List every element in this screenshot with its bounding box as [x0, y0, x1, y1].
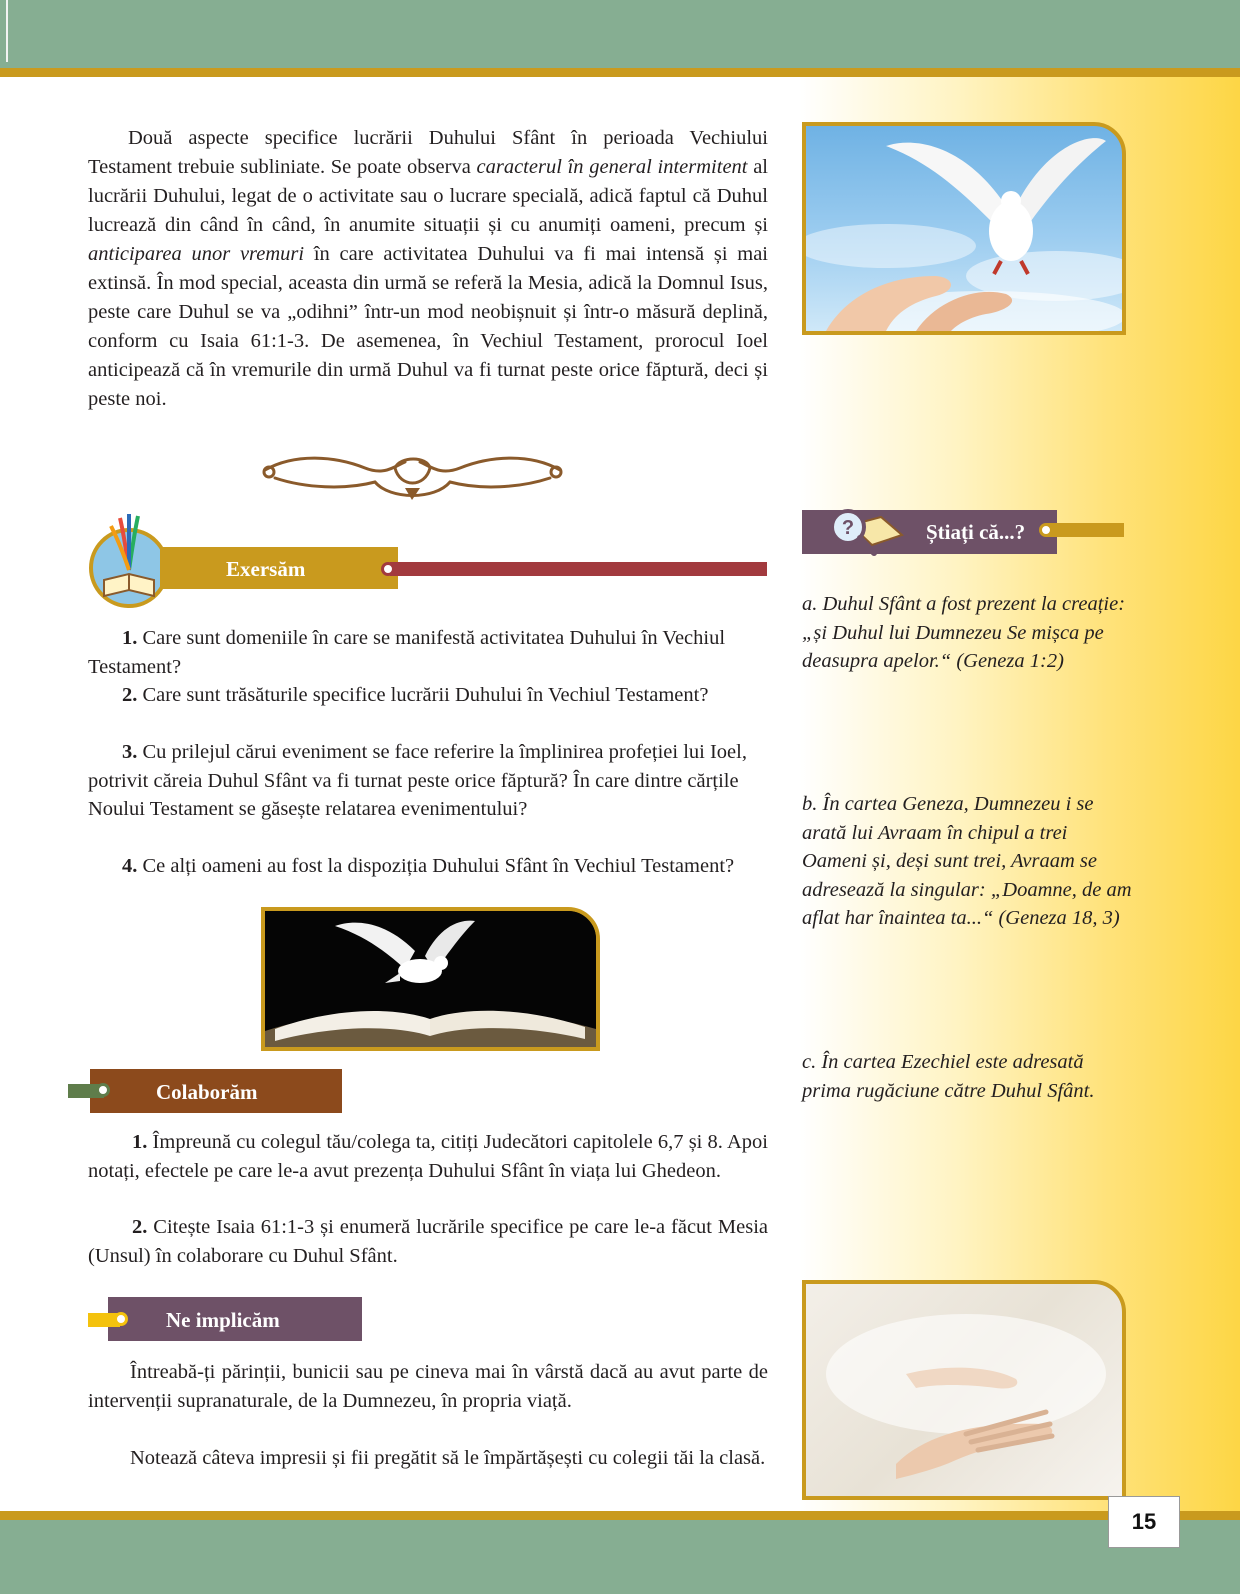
ne-implicam-title: Ne implicăm — [166, 1308, 280, 1332]
stiati-title: Știați că...? — [926, 520, 1026, 544]
top-band — [0, 0, 1240, 68]
intro-text-a: Două aspecte specifice lucrării Duhului Sfânt în perioada Vechiului Testament trebuie subliniate. Se poate observa — [88, 127, 768, 178]
intro-text-c: în care activitatea Duhului va fi mai intensă și mai extinsă. În mod special, aceasta din urmă se referă la Mesia, adică la Domnul Isus, peste care Duhul se va „odihni” într-un mod neobișnuit și într-o măsură deplină, conform cu Isaia 61:1-3. De asemenea, în Vechiul Testament, prorocul Ioel anticipează că în vremurile din urmă Duhul va fi turnat peste orice făptură, deci și peste noi. — [88, 243, 769, 410]
stiati-header-dot — [1039, 523, 1053, 537]
colaboram-item-2 — [88, 1213, 768, 1270]
page-number: 15 — [1108, 1496, 1180, 1548]
stiati-item-b: b. În cartea Geneza, Dumnezeu i se arată lui Avraam în chipul a trei Oameni și, deși sunt trei, Avraam se adresează la singular: „Doamne, de am aflat har înaintea ta...“ (Geneza 18, 3) — [802, 793, 1132, 929]
stiati-header-line — [1046, 523, 1124, 537]
colaboram-header-dot — [96, 1083, 110, 1097]
scroll-ornament-icon — [255, 448, 570, 508]
colaboram-item-2-number: 2. — [132, 1216, 148, 1238]
open-hands-image — [802, 1280, 1126, 1500]
top-band-line — [6, 0, 8, 62]
colaboram-title: Colaborăm — [156, 1080, 258, 1104]
dove-bible-image — [261, 907, 600, 1051]
question-3 — [88, 738, 768, 824]
question-1-number: 1. — [122, 627, 138, 649]
exersam-title: Exersăm — [226, 557, 306, 581]
colaboram-item-1-text: Împreună cu colegul tău/colega ta, citiți Judecători capitolele 6,7 și 8. Apoi notați, efectele pe care le-a avut prezența Duhului Sfânt în viața lui Ghedeon. — [88, 1131, 768, 1182]
intro-emphasis-2: anticiparea unor vremuri — [88, 243, 305, 265]
colaboram-item-2-text: Citește Isaia 61:1-3 și enumeră lucrările specifice pe care le-a făcut Mesia (Unsul) în colaborare cu Duhul Sfânt. — [88, 1216, 768, 1267]
question-3-text: Cu prilejul cărui eveniment se face referire la împlinirea profeției lui Ioel, potrivit căreia Duhul Sfânt va fi turnat peste orice făptură? În care dintre cărțile Noului Testament se găsește relatarea evenimentului? — [88, 741, 747, 820]
bottom-band — [0, 1520, 1240, 1594]
top-gold-stripe — [0, 68, 1240, 77]
question-4 — [88, 852, 768, 881]
question-3-number: 3. — [122, 741, 138, 763]
magnifier-book-icon — [826, 505, 906, 560]
colaboram-item-1 — [88, 1128, 768, 1185]
question-4-text: Ce alți oameni au fost la dispoziția Duhului Sfânt în Vechiul Testament? — [137, 855, 735, 877]
stiati-item-c: c. În cartea Ezechiel este adresată prima rugăciune către Duhul Sfânt. — [802, 1051, 1095, 1102]
intro-paragraph — [88, 124, 768, 414]
ne-implicam-paragraph-1 — [88, 1358, 768, 1415]
stiati-item-a: a. Duhul Sfânt a fost prezent la creație: „și Duhul lui Dumnezeu Se mișca pe deasupra apelor.“ (Geneza 1:2) — [802, 593, 1126, 672]
ne-implicam-header-dot — [114, 1312, 128, 1326]
colaboram-item-1-number: 1. — [132, 1131, 148, 1153]
ne-implicam-text-1: Întreabă-ți părinții, bunicii sau pe cineva mai în vârstă dacă au avut parte de intervenții supranaturale, de la Dumnezeu, în propria viață. — [88, 1361, 768, 1412]
ne-implicam-paragraph-2 — [88, 1444, 768, 1473]
intro-text-b: al lucrării Duhului, legat de o activitate sau o lucrare specială, adică faptul că Duhul lucrează din când în când, în anumite situații și cu anumiți oameni, precum și — [88, 156, 768, 236]
dove-sky-image — [802, 122, 1126, 335]
exersam-header-dot — [381, 562, 395, 576]
question-4-number: 4. — [122, 855, 138, 877]
question-2-text: Care sunt trăsăturile specifice lucrării Duhului în Vechiul Testament? — [137, 684, 709, 706]
svg-text:?: ? — [841, 517, 855, 539]
question-2 — [88, 681, 768, 710]
question-1 — [88, 624, 768, 681]
bottom-gold-stripe — [0, 1511, 1240, 1520]
question-1-text: Care sunt domeniile în care se manifestă activitatea Duhului în Vechiul Testament? — [88, 627, 726, 678]
question-2-number: 2. — [122, 684, 138, 706]
intro-emphasis-1: caracterul în general intermitent — [476, 156, 748, 178]
exersam-header-line — [390, 562, 767, 576]
ne-implicam-text-2: Notează câteva impresii și fii pregătit să le împărtășești cu colegii tăi la clasă. — [130, 1447, 766, 1469]
